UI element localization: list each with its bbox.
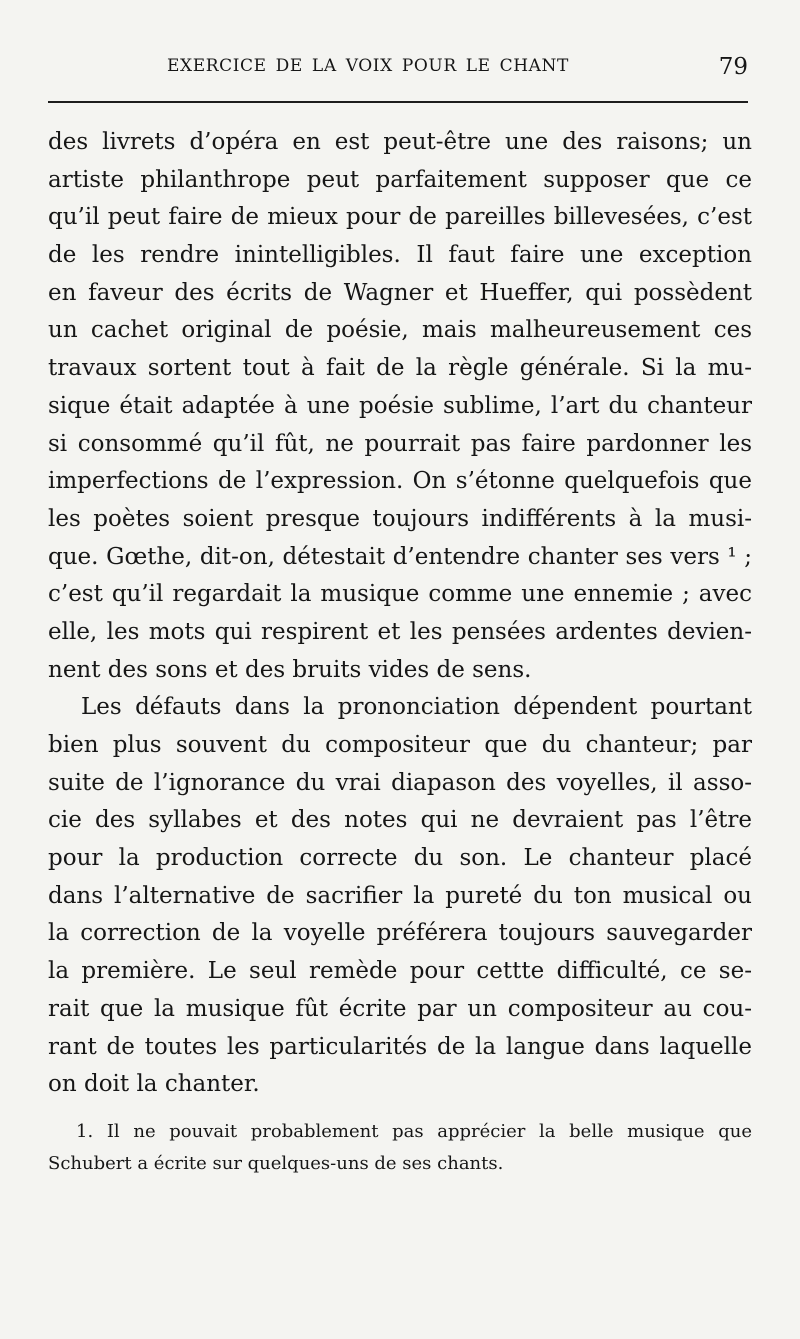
text-line: qu’il peut faire de mieux pour de pareilles billevesées, c’est <box>48 204 752 231</box>
text-line: artiste philanthrope peut parfaitement supposer que ce <box>48 166 752 193</box>
page-number: 79 <box>718 54 748 80</box>
text-line: la correction de la voyelle préférera toujours sauvegarder <box>48 920 752 947</box>
text-line: que. Gœthe, dit-on, détestait d’entendre chanter ses vers ¹ ; <box>48 543 752 570</box>
text-line: la première. Le seul remède pour cettte difficulté, ce se- <box>48 958 752 985</box>
text-line: rant de toutes les particularités de la langue dans laquelle <box>48 1033 752 1060</box>
footnote-line: 1. Il ne pouvait probablement pas apprécier la belle musique que <box>76 1121 752 1142</box>
text-line: dans l’alternative de sacrifier la pureté du ton musical ou <box>48 882 752 909</box>
footnote <box>48 1116 752 1180</box>
body-text <box>48 124 752 1104</box>
text-line: c’est qu’il regardait la musique comme une ennemie ; avec <box>48 581 752 608</box>
text-line: cie des syllabes et des notes qui ne devraient pas l’être <box>48 807 752 834</box>
running-title: EXERCICE DE LA VOIX POUR LE CHANT <box>167 56 569 76</box>
text-line: les poètes soient presque toujours indifférents à la musi- <box>48 505 752 532</box>
text-line: en faveur des écrits de Wagner et Hueffer, qui possèdent <box>48 279 752 306</box>
paragraph-end-line: nent des sons et des bruits vides de sens. <box>48 656 532 683</box>
paragraph-start-line: Les défauts dans la prononciation dépendent pourtant <box>81 694 752 721</box>
text-line: bien plus souvent du compositeur que du chanteur; par <box>48 732 752 758</box>
text-line: de les rendre inintelligibles. Il faut faire une exception <box>48 242 752 269</box>
text-line: suite de l’ignorance du vrai diapason des voyelles, il asso- <box>48 769 752 796</box>
text-line: sique était adaptée à une poésie sublime, l’art du chanteur <box>48 392 752 419</box>
text-line: rait que la musique fût écrite par un compositeur au cou- <box>48 995 752 1022</box>
text-line: imperfections de l’expression. On s’étonne quelquefois que <box>48 468 752 495</box>
text-line: travaux sortent tout à fait de la règle générale. Si la mu- <box>48 355 752 382</box>
header-rule <box>48 101 748 103</box>
running-head <box>48 56 748 86</box>
text-line: pour la production correcte du son. Le chanteur placé <box>48 845 752 872</box>
footnote-line: Schubert a écrite sur quelques-uns de ses chants. <box>48 1153 504 1174</box>
text-line: un cachet original de poésie, mais malheureusement ces <box>48 317 752 344</box>
text-line: elle, les mots qui respirent et les pensées ardentes devien- <box>48 618 752 645</box>
paragraph-end-line: on doit la chanter. <box>48 1071 260 1098</box>
text-line: des livrets d’opéra en est peut-être une des raisons; un <box>48 129 752 155</box>
text-line: si consommé qu’il fût, ne pourrait pas faire pardonner les <box>48 430 752 457</box>
